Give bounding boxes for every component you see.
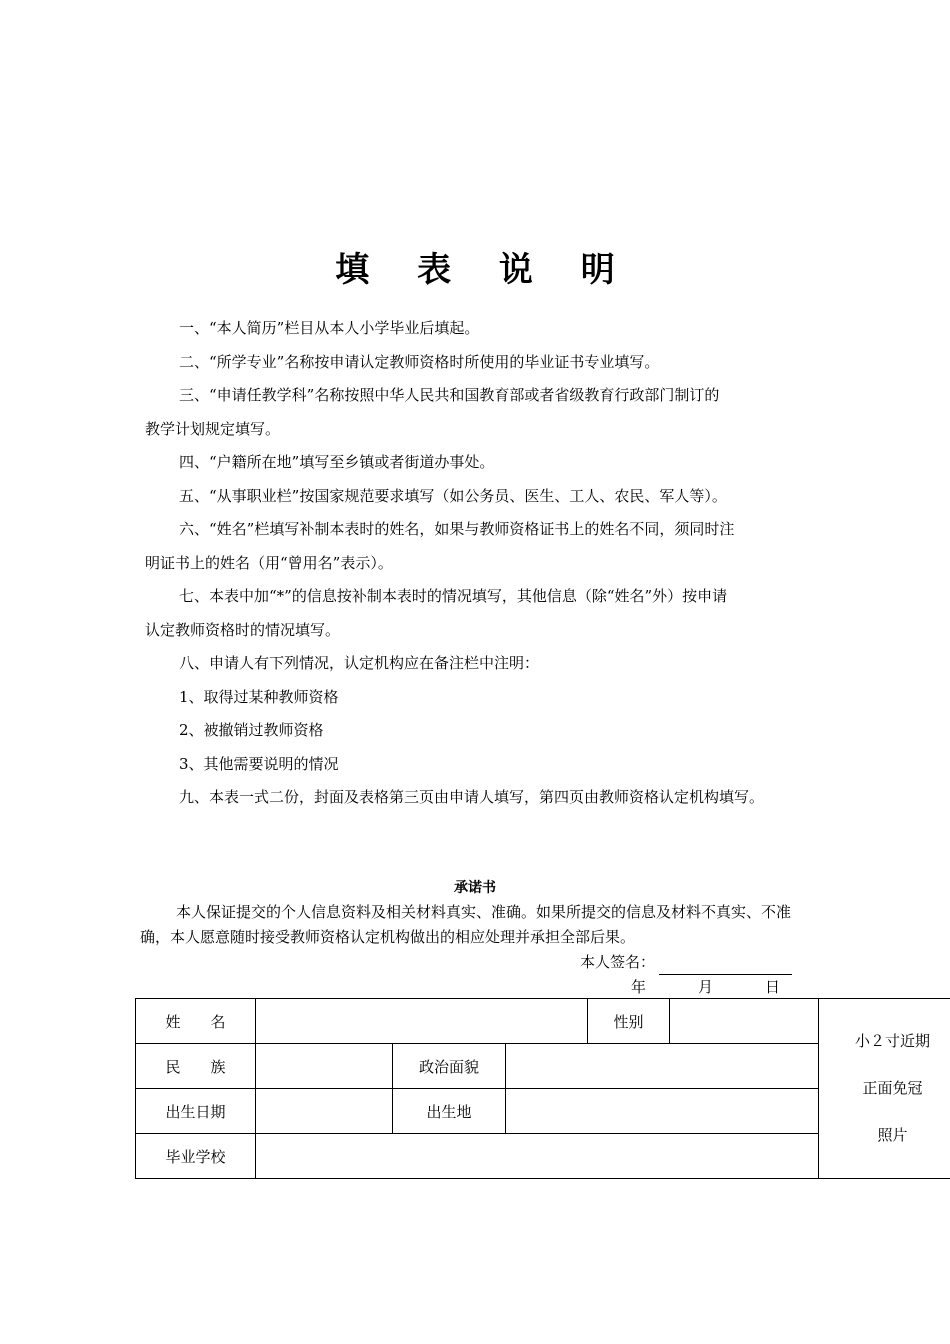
school-label: 毕业学校 bbox=[136, 1134, 256, 1179]
photo-line-2: 正面免冠 bbox=[862, 1079, 923, 1097]
signature-row bbox=[580, 950, 792, 975]
ethnicity-field[interactable] bbox=[256, 1044, 393, 1089]
signature-line[interactable] bbox=[659, 956, 792, 975]
name-label: 姓 名 bbox=[136, 999, 256, 1044]
info-table bbox=[135, 998, 950, 1179]
page-title: 填 表 说 明 bbox=[335, 250, 633, 290]
instruction-item: 教学计划规定填写。 bbox=[145, 419, 281, 438]
instruction-item: 3、其他需要说明的情况 bbox=[179, 754, 339, 773]
instruction-item: 七、本表中加“*”的信息按补制本表时的情况填写，其他信息（除“姓名”外）按申请 bbox=[179, 587, 728, 605]
instruction-item: 1、取得过某种教师资格 bbox=[179, 687, 339, 706]
birthdate-field[interactable] bbox=[256, 1089, 393, 1134]
birthplace-label: 出生地 bbox=[393, 1089, 506, 1134]
month-label: 月 bbox=[698, 978, 714, 996]
instruction-item: 四、“户籍所在地”填写至乡镇或者街道办事处。 bbox=[179, 453, 495, 471]
name-field[interactable] bbox=[256, 999, 588, 1044]
instruction-item: 认定教师资格时的情况填写。 bbox=[145, 620, 341, 639]
instruction-item: 九、本表一式二份，封面及表格第三页由申请人填写，第四页由教师资格认定机构填写。 bbox=[179, 788, 765, 806]
gender-label: 性别 bbox=[588, 999, 670, 1044]
instruction-item: 明证书上的姓名（用“曾用名”表示）。 bbox=[145, 553, 393, 572]
instruction-item: 六、“姓名”栏填写补制本表时的姓名，如果与教师资格证书上的姓名不同，须同时注 bbox=[179, 520, 735, 538]
political-label: 政治面貌 bbox=[393, 1044, 506, 1089]
instruction-item: 五、“从事职业栏”按国家规范要求填写（如公务员、医生、工人、农民、军人等）。 bbox=[179, 486, 727, 505]
day-label: 日 bbox=[765, 978, 781, 996]
ethnicity-label: 民 族 bbox=[136, 1044, 256, 1089]
instruction-item: 二、“所学专业”名称按申请认定教师资格时所使用的毕业证书专业填写。 bbox=[179, 352, 660, 371]
birthdate-label: 出生日期 bbox=[136, 1089, 256, 1134]
instruction-item: 八、申请人有下列情况，认定机构应在备注栏中注明： bbox=[179, 654, 540, 672]
pledge-title: 承诺书 bbox=[454, 880, 496, 896]
pledge-body: 本人保证提交的个人信息资料及相关材料真实、准确。如果所提交的信息及材料不真实、不准确，本人愿意随时接受教师资格认定机构做出的相应处理并承担全部后果。 bbox=[140, 903, 792, 946]
school-field[interactable] bbox=[256, 1134, 819, 1179]
instruction-item: 一、“本人简历”栏目从本人小学毕业后填起。 bbox=[179, 319, 480, 337]
political-field[interactable] bbox=[506, 1044, 819, 1089]
photo-line-1: 小２寸近期 bbox=[855, 1032, 931, 1050]
photo-box[interactable] bbox=[819, 999, 950, 1179]
instructions-list bbox=[145, 312, 817, 815]
birthplace-field[interactable] bbox=[506, 1089, 819, 1134]
instruction-item: 2、被撤销过教师资格 bbox=[179, 721, 324, 739]
gender-field[interactable] bbox=[670, 999, 819, 1044]
signature-label: 本人签名： bbox=[580, 953, 656, 971]
instruction-item: 三、“申请任教学科”名称按照中华人民共和国教育部或者省级教育行政部门制订的 bbox=[179, 386, 720, 404]
photo-line-3: 照片 bbox=[877, 1126, 908, 1144]
year-label: 年 bbox=[631, 978, 647, 996]
